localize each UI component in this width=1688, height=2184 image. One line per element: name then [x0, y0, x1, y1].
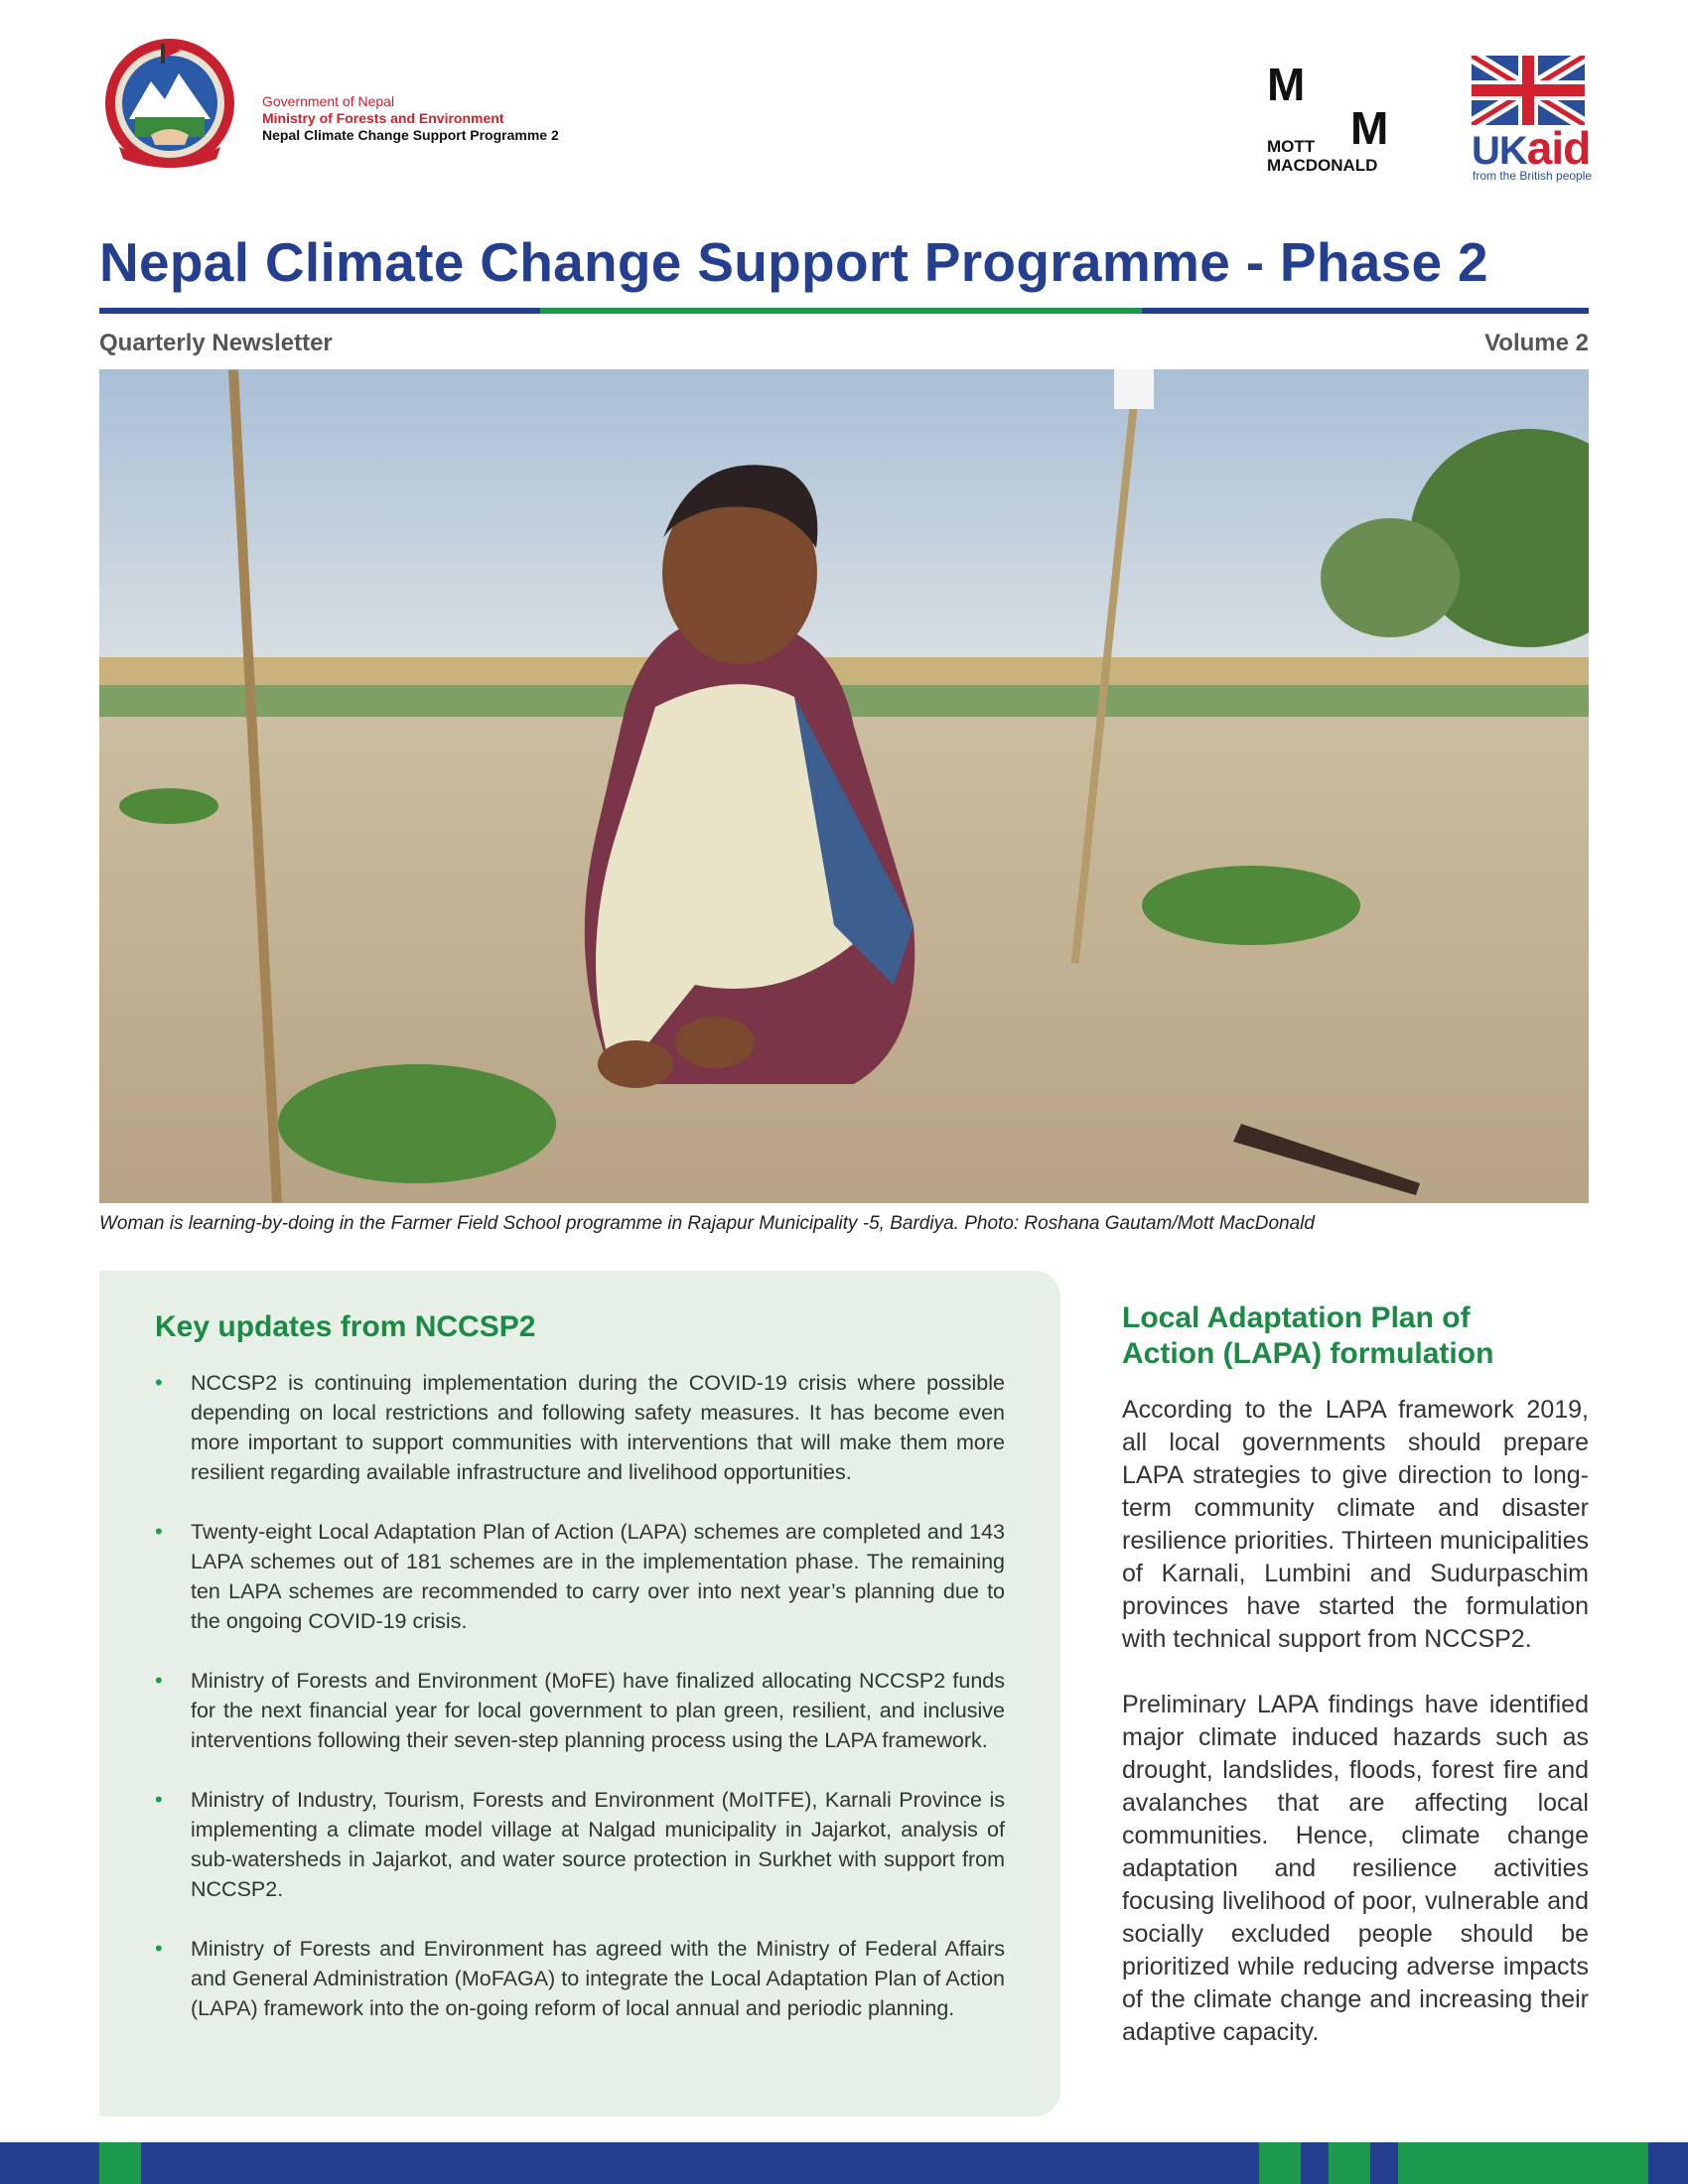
- nepal-emblem-logo: [99, 38, 240, 169]
- footer-green-block: [1259, 2142, 1301, 2184]
- footer-band: [0, 2142, 1688, 2184]
- mm-name-line1: MOTT: [1267, 137, 1316, 156]
- union-flag-icon: [1472, 56, 1585, 125]
- key-updates-list: [155, 1368, 1005, 2023]
- mm-name-line2: MACDONALD: [1267, 156, 1378, 175]
- ukaid-wordmark: [1472, 121, 1590, 175]
- gov-line-programme: Nepal Climate Change Support Programme 2: [262, 127, 559, 143]
- page-title: Nepal Climate Change Support Programme - Phase 2: [99, 231, 1488, 293]
- gov-line-ministry: Ministry of Forests and Environment: [262, 110, 504, 126]
- ukaid-tagline: from the British people: [1473, 169, 1593, 183]
- mm-letter-second: M: [1350, 102, 1389, 154]
- mott-macdonald-logo: [1261, 59, 1410, 179]
- list-item: • Ministry of Industry, Tourism, Forests and Environment (MoITFE), Karnali Province is implementing a climate model village at Nalgad municipality in Jajarkot, analysis of sub-watersheds in Jajarkot, and water source protection in Surkhet with support from NCCSP2.: [155, 1785, 1005, 1904]
- lapa-paragraph-1: According to the LAPA framework 2019, all local governments should prepare LAPA strategies to give direction to long-term community climate and disaster resilience priorities. Thirteen municipalities of Karnali, Lumbini and Sudurpaschim provinces have started the formulation with technical support from NCCSP2.: [1122, 1396, 1589, 1653]
- footer-green-block: [1329, 2142, 1370, 2184]
- lapa-paragraph-2: Preliminary LAPA findings have identified major climate induced hazards such as drought, landslides, floods, forest fire and avalanches that are affecting local communities. Hence, climate change adaptation and resilience activities focusing livelihood of poor, vulnerable and socially excluded people should be prioritized while reducing adverse impacts of the climate change and increasing their adaptive capacity.: [1122, 1691, 1589, 2046]
- lapa-section: [1122, 1300, 1589, 2082]
- footer-green-block: [99, 2142, 141, 2184]
- list-item: • NCCSP2 is continuing implementation during the COVID-19 crisis where possible depending on local restrictions and following safety measures. It has become even more important to support communities with interventions that will make them more resilient regarding available infrastructure and livelihood opportunities.: [155, 1368, 1005, 1487]
- list-item: • Twenty-eight Local Adaptation Plan of Action (LAPA) schemes are completed and 143 LAPA schemes out of 181 schemes are in the implementation phase. The remaining ten LAPA schemes are recommended to carry over into next year’s planning due to the ongoing COVID-19 crisis.: [155, 1517, 1005, 1636]
- mm-name: [1267, 137, 1377, 175]
- list-item: • Ministry of Forests and Environment (MoFE) have finalized allocating NCCSP2 funds for the next financial year for local government to plan green, resilient, and inclusive interventions following their seven-step planning process using the LAPA framework.: [155, 1666, 1005, 1755]
- ukaid-logo: [1472, 56, 1593, 185]
- ukaid-uk: UK: [1472, 129, 1527, 173]
- photo-caption: Woman is learning-by-doing in the Farmer Field School programme in Rajapur Municipality -5, Bardiya. Photo: Roshana Gautam/Mott MacDonald: [99, 1213, 1315, 1234]
- list-item: • Ministry of Forests and Environment has agreed with the Ministry of Federal Affairs and General Administration (MoFAGA) to integrate the Local Adaptation Plan of Action (LAPA) framework into the on-going reform of local annual and periodic planning.: [155, 1934, 1005, 2023]
- key-updates-title: Key updates from NCCSP2: [155, 1310, 536, 1343]
- government-header-text: [262, 93, 559, 144]
- cover-photo: [99, 369, 1589, 1203]
- gov-line-government: Government of Nepal: [262, 93, 395, 109]
- mm-letter-first: M: [1267, 59, 1306, 110]
- newsletter-label: Quarterly Newsletter: [99, 330, 333, 356]
- title-divider: [99, 308, 1589, 314]
- lapa-title-line1: Local Adaptation Plan of: [1122, 1301, 1471, 1334]
- lapa-title-line2: Action (LAPA) formulation: [1122, 1337, 1494, 1370]
- lapa-title: [1122, 1300, 1589, 1372]
- key-updates-panel: [99, 1271, 1060, 2116]
- volume-label: Volume 2: [1484, 330, 1589, 356]
- footer-green-block: [1398, 2142, 1648, 2184]
- ukaid-aid: aid: [1526, 122, 1591, 174]
